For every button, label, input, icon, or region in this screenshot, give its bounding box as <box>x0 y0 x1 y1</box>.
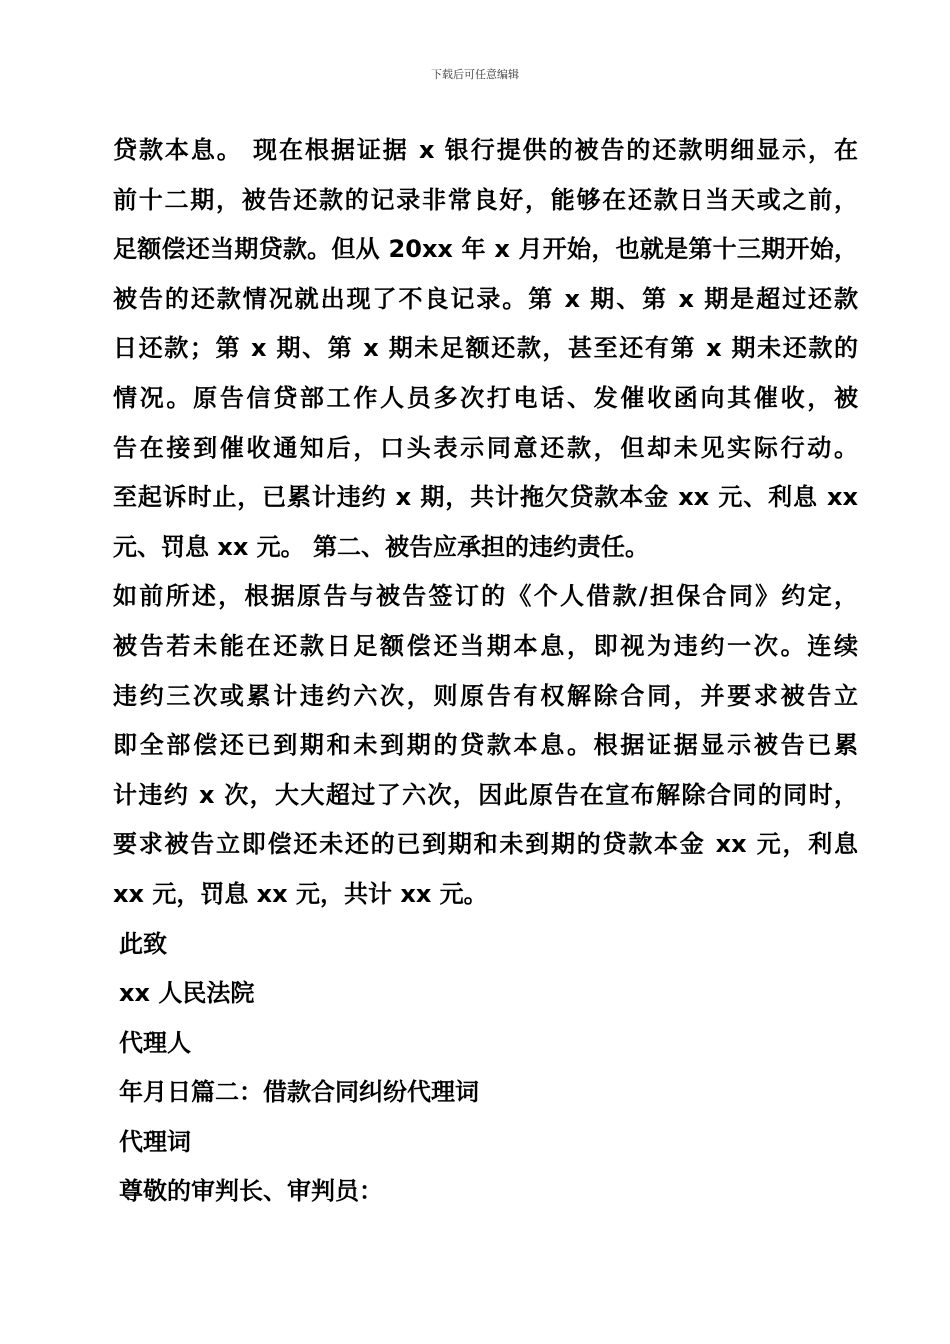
text-line: 告在接到催收通知后，口头表示同意还款，但却未见实际行动。 <box>113 433 858 462</box>
address-line: 尊敬的审判长、审判员： <box>119 1177 383 1206</box>
text-line: 违约三次或累计违约六次，则原告有权解除合同，并要求被告立 <box>113 681 858 710</box>
text-line: 前十二期，被告还款的记录非常良好，能够在还款日当天或之前， <box>113 185 858 214</box>
document-body <box>113 126 858 1217</box>
salutation-line: 此致 <box>119 929 167 958</box>
text-line: 被告的还款情况就出现了不良记录。第 x 期、第 x 期是超过还款 <box>113 284 858 313</box>
text-line: 元、罚息 xx 元。 第二、被告应承担的违约责任。 <box>113 532 650 561</box>
text-line: 要求被告立即偿还未还的已到期和未到期的贷款本金 xx 元，利息 <box>113 830 858 859</box>
date-and-section-title: 年月日篇二：借款合同纠纷代理词 <box>119 1078 479 1107</box>
text-line: 情况。原告信贷部工作人员多次打电话、发催收函向其催收，被 <box>113 383 858 412</box>
text-line: 贷款本息。 现在根据证据 x 银行提供的被告的还款明细显示，在 <box>113 136 858 164</box>
text-line: 日还款；第 x 期、第 x 期未足额还款，甚至还有第 x 期未还款的 <box>113 334 858 363</box>
text-line: 至起诉时止，已累计违约 x 期，共计拖欠贷款本金 xx 元、利息 xx <box>113 483 858 512</box>
text-line: xx 元，罚息 xx 元，共计 xx 元。 <box>113 879 488 908</box>
text-line: 被告若未能在还款日足额偿还当期本息，即视为违约一次。连续 <box>113 631 858 660</box>
section-heading: 代理词 <box>119 1127 191 1156</box>
header-note: 下载后可任意编辑 <box>431 68 519 81</box>
text-line: 如前所述，根据原告与被告签订的《个人借款/担保合同》约定， <box>113 582 858 611</box>
agent-label: 代理人 <box>119 1028 191 1057</box>
text-line: 计违约 x 次，大大超过了六次，因此原告在宣布解除合同的同时， <box>113 780 858 809</box>
text-line: 足额偿还当期贷款。但从 20xx 年 x 月开始，也就是第十三期开始， <box>113 235 858 264</box>
text-line: 即全部偿还已到期和未到期的贷款本息。根据证据显示被告已累 <box>113 731 858 760</box>
court-name: xx 人民法院 <box>119 979 255 1008</box>
